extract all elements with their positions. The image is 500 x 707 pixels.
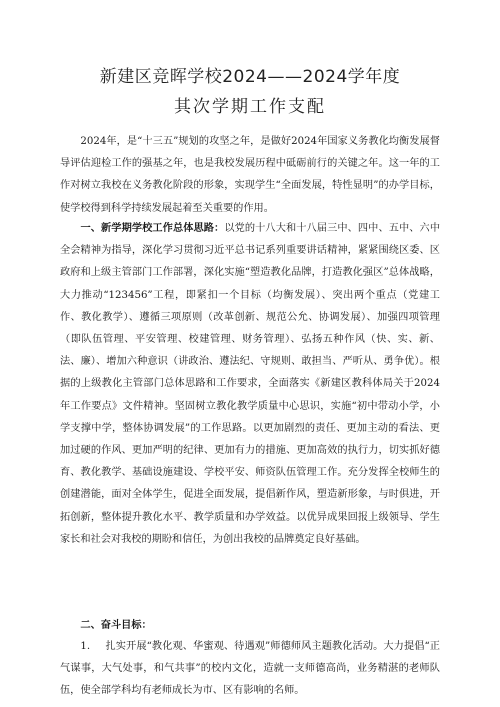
- document-title-line1: 新建区竞晖学校2024——2024学年度: [99, 67, 401, 87]
- intro-paragraph: 2024年，是“十三五”规划的攻坚之年，是做好2024年国家义务教化均衡发展督导评估迎检工作的强基之年，也是我校发展历程中砥砺前行的关键之年。这一年的工作对树立我校在义务教化阶段的形象，实现学生“全面发展，特性显明”的办学目标，使学校得到科学持续发展起着至关重要的作用。: [60, 136, 440, 214]
- section2-heading: 二、奋斗目标：: [80, 619, 152, 631]
- section1-body: 以党的十八大和十八届三中、四中、五中、六中全会精神为指导，深化学习贯彻习近平总书记系列重要讲话精神，紧紧围绕区委、区政府和上级主管部门工作部署，深化实施“塑造教化品牌，打造教化强区”总体战略，大力推动“123456”工程，即紧扣一个目标（均衡发展）、突出两个重点（党建工作、教化教学）、遵循三项原则（改革创新、规范公允、协调发展）、加强四项管理（即队伍管理、平安管理、校建管理、财务管理）、弘扬五种作风（快、实、新、法、廉）、增加六种意识（讲政治、遵法纪、守规则、敢担当、严听从、勇争优）。根据的上级教化主管部门总体思路和工作要求，全面落实《新建区教科体局关于2024年工作要点》文件精神。坚固树立教化教学质量中心思识，实施“初中带动小学，小学支撑中学，整体协调发展”的工作思路。以更加剧烈的责任、更加主动的看法、更加过硬的作风、更加严明的纪律、更加有力的措施、更加高效的执行力，切实抓好德育、教化教学、基础设施建设、学校平安、师资队伍管理工作。充分发挥全校师生的创建潜能，面对全体学生，促进全面发展，提倡新作风，塑造新形象，与时俱进，开拓创新，整体提升教化水平、教学质量和办学效益。以优异成果回报上级领导、学生家长和社会对我校的期盼和信任，为创出我校的品牌奠定良好基础。: [60, 223, 441, 545]
- section1-heading: 一、新学期学校工作总体思路：: [80, 222, 225, 234]
- goal-item-1: [60, 636, 440, 703]
- goal-item-1-text: 扎实开展“教化观、华蜜观、待遇观”师德师风主题教化活动。大力提倡“正气谋事，大气处事，和气共事”的校内文化，造就一支师德高尚，业务精湛的老师队伍，使全部学科均有老师成长为市、区有影响的名师。: [60, 641, 440, 697]
- goal-item-1-number: 1.: [80, 641, 91, 652]
- section1-paragraph: [60, 217, 440, 551]
- document-title-line2: 其次学期工作支配: [174, 97, 326, 117]
